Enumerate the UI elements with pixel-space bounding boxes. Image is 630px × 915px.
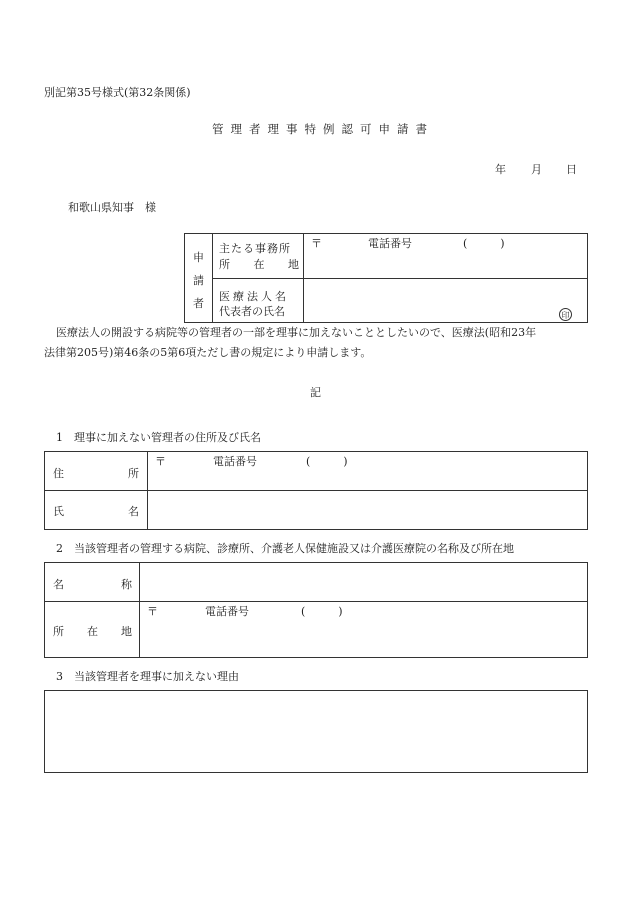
applicant-phone-paren: ( ): [463, 237, 505, 250]
office-location-char-1: 所: [219, 258, 230, 271]
section-2-phone-label: 電話番号: [205, 605, 249, 618]
facility-name-char-2: 称: [121, 578, 132, 591]
section-1-postal-mark: 〒: [155, 455, 166, 468]
facility-location-char-1: 所: [53, 625, 64, 638]
office-location-char-2: 在: [253, 258, 265, 271]
applicant-postal-mark: 〒: [311, 237, 322, 250]
address-label-char-2: 所: [128, 467, 139, 480]
form-label: 別記第35号様式(第32条関係): [44, 86, 191, 99]
facility-name-char-1: 名: [53, 578, 64, 591]
facility-location-label: [53, 623, 132, 639]
section-1-phone-label: 電話番号: [213, 455, 257, 468]
application-text-line-1: 医療法人の開設する病院等の管理者の一部を理事に加えないこととしたいので、医療法(昭和23年: [56, 326, 537, 339]
address-label: [53, 465, 139, 481]
applicant-phone-label: 電話番号: [368, 237, 412, 250]
date-day: 日: [566, 163, 577, 176]
manager-name-char-1: 氏: [53, 505, 64, 518]
applicant-char-2: 請: [193, 274, 204, 287]
date-year: 年: [495, 163, 506, 176]
manager-name-char-2: 名: [128, 505, 139, 518]
manager-name-label: [53, 503, 139, 519]
reason-box: [44, 690, 588, 773]
ki-heading: 記: [310, 386, 321, 399]
representative-name-label: 代表者の氏名: [219, 305, 285, 318]
applicant-char-1: 申: [193, 251, 204, 264]
applicant-side-label: [193, 249, 204, 311]
section-3-heading: 3 当該管理者を理事に加えない理由: [56, 670, 239, 683]
office-label: 主たる事務所: [219, 242, 291, 255]
section-2-phone-paren: ( ): [301, 605, 343, 618]
addressee: 和歌山県知事 様: [68, 201, 156, 214]
corporation-name-label: 医療法人名: [219, 290, 289, 303]
facility-name-label: [53, 576, 132, 592]
section-1-phone-paren: ( ): [306, 455, 348, 468]
document-title: 管理者理事特例認可申請書: [212, 122, 434, 136]
facility-location-char-3: 地: [121, 625, 132, 638]
applicant-char-3: 者: [193, 297, 204, 310]
application-text-line-2: 法律第205号)第46条の5第6項ただし書の規定により申請します。: [44, 346, 372, 359]
section-2-postal-mark: 〒: [147, 605, 158, 618]
office-location-label: [219, 256, 299, 272]
facility-location-char-2: 在: [87, 625, 98, 638]
date-month: 月: [531, 163, 542, 176]
section-1-heading: 1 理事に加えない管理者の住所及び氏名: [56, 431, 261, 444]
office-location-char-3: 地: [288, 258, 299, 271]
address-label-char-1: 住: [53, 467, 64, 480]
seal-mark: 印: [559, 308, 572, 321]
section-2-heading: 2 当該管理者の管理する病院、診療所、介護老人保健施設又は介護医療院の名称及び所在地: [56, 542, 514, 555]
